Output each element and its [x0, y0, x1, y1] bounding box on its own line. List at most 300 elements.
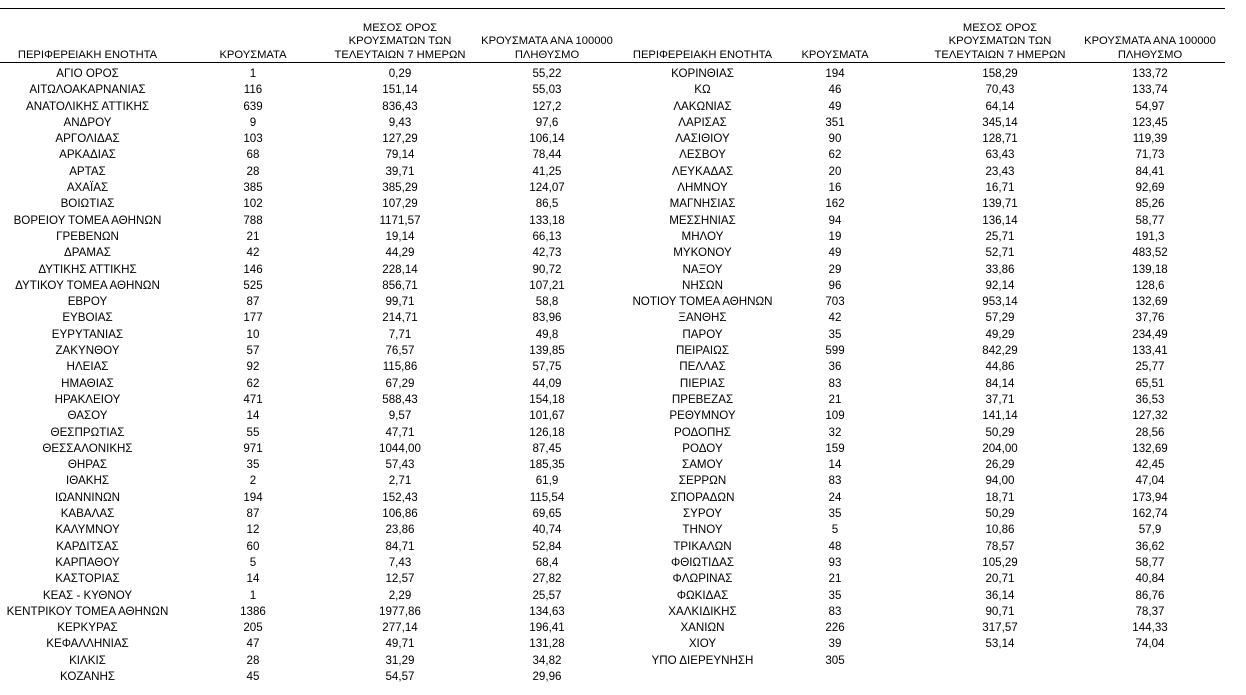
case-count: 62 — [828, 148, 842, 162]
seven-day-average: 158,29 — [982, 67, 1018, 80]
header-7day-average: ΜΕΣΟΣ ΟΡΟΣ ΚΡΟΥΣΜΑΤΩΝ ΤΩΝ ΤΕΛΕΥΤΑΙΩΝ 7 ΗΜΕΡΩΝ — [334, 22, 466, 61]
seven-day-average: 23,43 — [985, 164, 1015, 178]
region-name: ΚΕΦΑΛΛΗΝΙΑΣ — [46, 637, 129, 651]
region-name: ΑΝΑΤΟΛΙΚΗΣ ΑΤΤΙΚΗΣ — [25, 99, 149, 113]
region-name: ΠΑΡΟΥ — [682, 327, 723, 341]
table-row — [625, 425, 1236, 441]
cases-per-100k: 57,75 — [532, 360, 562, 374]
seven-day-average: 20,71 — [985, 572, 1015, 586]
cases-per-100k: 34,82 — [532, 653, 562, 667]
seven-day-average: 127,29 — [382, 132, 418, 146]
table-row — [0, 392, 620, 408]
cases-per-100k: 65,51 — [1135, 376, 1165, 390]
seven-day-average: 33,86 — [985, 262, 1015, 276]
table-row — [625, 66, 1236, 82]
region-name: ΑΡΚΑΔΙΑΣ — [59, 148, 116, 162]
case-count: 60 — [246, 539, 260, 553]
table-row — [0, 229, 620, 245]
seven-day-average: 136,14 — [982, 213, 1018, 227]
cases-per-100k: 133,18 — [529, 213, 565, 227]
region-name: ΡΟΔΟΠΗΣ — [674, 425, 731, 439]
table-row — [0, 669, 620, 685]
table-row — [625, 490, 1236, 506]
table-row — [0, 604, 620, 620]
cases-per-100k: 27,82 — [532, 572, 562, 586]
cases-per-100k: 115,54 — [529, 490, 565, 504]
region-name: ΑΡΤΑΣ — [69, 164, 106, 178]
seven-day-average: 52,71 — [985, 246, 1015, 260]
case-count: 55 — [246, 425, 260, 439]
table-row — [0, 82, 620, 98]
case-count: 62 — [246, 376, 260, 390]
header-cases-per-100k: ΚΡΟΥΣΜΑΤΑ ΑΝΑ 100000 ΠΛΗΘΥΣΜΟ — [481, 35, 613, 61]
region-name: ΖΑΚΥΝΘΟΥ — [55, 344, 120, 358]
seven-day-average: 1044,00 — [379, 441, 421, 455]
case-count: 36 — [828, 360, 842, 374]
seven-day-average: 141,14 — [982, 409, 1018, 423]
table-row — [0, 164, 620, 180]
region-name: ΤΡΙΚΑΛΩΝ — [673, 539, 732, 553]
region-name: ΙΩΑΝΝΙΝΩΝ — [55, 490, 120, 504]
cases-per-100k: 54,97 — [1135, 99, 1165, 113]
seven-day-average: 19,14 — [385, 229, 415, 243]
region-name: ΧΙΟΥ — [688, 637, 717, 651]
case-count: 94 — [828, 213, 842, 227]
region-name: ΣΠΟΡΑΔΩΝ — [670, 490, 735, 504]
case-count: 109 — [825, 409, 845, 423]
table-row — [0, 310, 620, 326]
table-row — [0, 588, 620, 604]
table-row — [625, 473, 1236, 489]
table-row — [0, 343, 620, 359]
cases-per-100k: 234,49 — [1132, 327, 1168, 341]
seven-day-average: 1977,86 — [379, 604, 421, 618]
case-count: 10 — [246, 327, 260, 341]
cases-per-100k: 25,77 — [1135, 360, 1165, 374]
case-count: 102 — [243, 197, 263, 211]
table-row — [0, 147, 620, 163]
table-row — [0, 359, 620, 375]
cases-per-100k: 37,76 — [1135, 311, 1165, 325]
seven-day-average: 44,86 — [985, 360, 1015, 374]
region-name: ΚΕΝΤΡΙΚΟΥ ΤΟΜΕΑ ΑΘΗΝΩΝ — [6, 604, 169, 618]
case-count: 525 — [243, 278, 263, 292]
cases-per-100k: 144,33 — [1132, 621, 1168, 635]
cases-per-100k: 86,76 — [1135, 588, 1165, 602]
seven-day-average: 50,29 — [985, 507, 1015, 521]
region-name: ΚΑΡΔΙΤΣΑΣ — [56, 539, 119, 553]
case-count: 159 — [825, 441, 845, 455]
case-count: 92 — [246, 360, 260, 374]
table-row — [625, 620, 1236, 636]
case-count: 21 — [828, 572, 842, 586]
cases-per-100k: 87,45 — [532, 441, 562, 455]
seven-day-average: 128,71 — [982, 132, 1018, 146]
seven-day-average: 53,14 — [985, 637, 1015, 651]
case-count: 14 — [246, 409, 260, 423]
table-row — [0, 539, 620, 555]
region-name: ΗΡΑΚΛΕΙΟΥ — [54, 392, 121, 406]
case-count: 96 — [828, 278, 842, 292]
case-count: 49 — [828, 246, 842, 260]
case-count: 35 — [828, 588, 842, 602]
cases-per-100k: 196,41 — [529, 621, 565, 635]
seven-day-average: 79,14 — [385, 148, 415, 162]
table-row — [0, 506, 620, 522]
table-body — [625, 66, 1236, 669]
region-name: ΑΡΓΟΛΙΔΑΣ — [55, 132, 120, 146]
cases-per-100k: 85,26 — [1135, 197, 1165, 211]
seven-day-average: 2,71 — [388, 474, 412, 488]
region-name: ΛΕΣΒΟΥ — [679, 148, 726, 162]
region-name: ΦΛΩΡΙΝΑΣ — [672, 572, 733, 586]
case-count: 87 — [246, 295, 260, 309]
table-row — [625, 555, 1236, 571]
case-count: 162 — [825, 197, 845, 211]
cases-per-100k: 131,28 — [529, 637, 565, 651]
case-count: 20 — [828, 164, 842, 178]
table-row — [625, 131, 1236, 147]
table-row — [625, 278, 1236, 294]
cases-per-100k: 74,04 — [1135, 637, 1165, 651]
cases-per-100k: 191,3 — [1135, 229, 1165, 243]
cases-per-100k: 71,73 — [1135, 148, 1165, 162]
seven-day-average: 7,71 — [388, 327, 412, 341]
cases-per-100k: 97,6 — [535, 115, 559, 129]
table-row — [0, 457, 620, 473]
cases-per-100k: 40,84 — [1135, 572, 1165, 586]
cases-per-100k: 66,13 — [532, 229, 562, 243]
region-name: ΒΟΡΕΙΟΥ ΤΟΜΕΑ ΑΘΗΝΩΝ — [13, 213, 162, 227]
region-name: ΘΕΣΣΑΛΟΝΙΚΗΣ — [42, 441, 133, 455]
region-name: ΔΥΤΙΚΗΣ ΑΤΤΙΚΗΣ — [38, 262, 137, 276]
case-count: 93 — [828, 555, 842, 569]
cases-per-100k: 61,9 — [535, 474, 559, 488]
case-count: 194 — [243, 490, 263, 504]
table-row — [0, 653, 620, 669]
case-count: 1 — [249, 67, 257, 80]
case-count: 788 — [243, 213, 263, 227]
cases-per-100k: 86,5 — [535, 197, 559, 211]
region-name: ΘΑΣΟΥ — [67, 409, 108, 423]
seven-day-average: 31,29 — [385, 653, 415, 667]
seven-day-average: 953,14 — [982, 295, 1018, 309]
seven-day-average: 99,71 — [385, 295, 415, 309]
case-count: 87 — [246, 507, 260, 521]
header-cases: ΚΡΟΥΣΜΑΤΑ — [801, 48, 869, 61]
region-name: ΣΕΡΡΩΝ — [678, 474, 727, 488]
region-name: ΑΝΔΡΟΥ — [63, 115, 112, 129]
seven-day-average: 63,43 — [985, 148, 1015, 162]
seven-day-average: 92,14 — [985, 278, 1015, 292]
cases-per-100k: 29,96 — [532, 669, 562, 683]
case-count: 29 — [828, 262, 842, 276]
table-row — [0, 196, 620, 212]
case-count: 703 — [825, 295, 845, 309]
seven-day-average: 57,43 — [385, 458, 415, 472]
case-count: 103 — [243, 132, 263, 146]
table-row — [0, 294, 620, 310]
region-name: ΚΩ — [694, 83, 711, 97]
cases-per-100k: 57,9 — [1138, 523, 1162, 537]
cases-per-100k: 134,63 — [529, 604, 565, 618]
seven-day-average: 64,14 — [985, 99, 1015, 113]
cases-per-100k: 133,72 — [1132, 67, 1168, 80]
cases-per-100k: 78,44 — [532, 148, 562, 162]
case-count: 471 — [243, 392, 263, 406]
cases-per-100k: 55,03 — [532, 83, 562, 97]
cases-per-100k: 42,73 — [532, 246, 562, 260]
region-name: ΝΗΣΩΝ — [682, 278, 723, 292]
seven-day-average: 10,86 — [985, 523, 1015, 537]
case-count: 21 — [828, 392, 842, 406]
region-name: ΠΙΕΡΙΑΣ — [679, 376, 726, 390]
seven-day-average: 26,29 — [985, 458, 1015, 472]
region-name: ΜΕΣΣΗΝΙΑΣ — [669, 213, 736, 227]
seven-day-average: 9,57 — [388, 409, 412, 423]
header-cases-per-100k: ΚΡΟΥΣΜΑΤΑ ΑΝΑ 100000 ΠΛΗΘΥΣΜΟ — [1084, 35, 1216, 61]
table-row — [625, 408, 1236, 424]
seven-day-average: 23,86 — [385, 523, 415, 537]
cases-per-100k: 68,4 — [535, 555, 559, 569]
table-row — [0, 262, 620, 278]
region-name: ΚΑΒΑΛΑΣ — [60, 507, 115, 521]
cases-per-100k: 52,84 — [532, 539, 562, 553]
region-name: ΚΑΣΤΟΡΙΑΣ — [55, 572, 120, 586]
seven-day-average: 25,71 — [985, 229, 1015, 243]
table-row — [0, 131, 620, 147]
case-count: 48 — [828, 539, 842, 553]
seven-day-average: 2,29 — [388, 588, 412, 602]
case-count: 1 — [249, 588, 257, 602]
table-row — [625, 213, 1236, 229]
table-row — [625, 359, 1236, 375]
region-name: ΠΡΕΒΕΖΑΣ — [671, 392, 734, 406]
table-row — [0, 245, 620, 261]
cases-per-100k: 47,04 — [1135, 474, 1165, 488]
region-name: ΕΥΒΟΙΑΣ — [62, 311, 113, 325]
cases-per-100k: 44,09 — [532, 376, 562, 390]
table-row — [0, 620, 620, 636]
region-name: ΞΑΝΘΗΣ — [678, 311, 727, 325]
seven-day-average: 12,57 — [385, 572, 415, 586]
region-name: ΚΕΡΚΥΡΑΣ — [57, 621, 118, 635]
cases-per-100k: 36,62 — [1135, 539, 1165, 553]
case-count: 19 — [828, 229, 842, 243]
seven-day-average: 57,29 — [985, 311, 1015, 325]
region-name: ΘΗΡΑΣ — [67, 458, 108, 472]
region-name: ΑΙΤΩΛΟΑΚΑΡΝΑΝΙΑΣ — [29, 83, 146, 97]
cases-per-100k: 58,77 — [1135, 555, 1165, 569]
cases-per-100k: 40,74 — [532, 523, 562, 537]
seven-day-average: 204,00 — [982, 441, 1018, 455]
table-row — [625, 99, 1236, 115]
cases-per-100k: 101,67 — [529, 409, 565, 423]
seven-day-average: 39,71 — [385, 164, 415, 178]
case-count: 83 — [828, 474, 842, 488]
region-name: ΕΥΡΥΤΑΝΙΑΣ — [51, 327, 124, 341]
region-name: ΦΩΚΙΔΑΣ — [676, 588, 729, 602]
seven-day-average: 836,43 — [382, 99, 418, 113]
case-count: 2 — [249, 474, 257, 488]
case-count: 46 — [828, 83, 842, 97]
table-row — [625, 539, 1236, 555]
case-count: 28 — [246, 653, 260, 667]
region-name: ΡΕΘΥΜΝΟΥ — [669, 409, 736, 423]
region-name: ΚΑΡΠΑΘΟΥ — [55, 555, 120, 569]
case-count: 83 — [828, 604, 842, 618]
cases-per-100k: 78,37 — [1135, 604, 1165, 618]
table-row — [625, 636, 1236, 652]
case-count: 5 — [831, 523, 839, 537]
header-cases: ΚΡΟΥΣΜΑΤΑ — [219, 48, 287, 61]
cases-per-100k: 36,53 — [1135, 392, 1165, 406]
seven-day-average: 105,29 — [982, 555, 1018, 569]
table-row — [625, 506, 1236, 522]
region-name: ΚΟΡΙΝΘΙΑΣ — [671, 67, 734, 80]
seven-day-average: 345,14 — [982, 115, 1018, 129]
seven-day-average: 90,71 — [985, 604, 1015, 618]
table-row — [625, 262, 1236, 278]
case-count: 385 — [243, 181, 263, 195]
cases-per-100k: 119,39 — [1132, 132, 1168, 146]
case-count: 14 — [828, 458, 842, 472]
table-row — [0, 278, 620, 294]
table-row — [0, 327, 620, 343]
table-row — [0, 555, 620, 571]
case-count: 12 — [246, 523, 260, 537]
cases-per-100k: 133,74 — [1132, 83, 1168, 97]
seven-day-average: 18,71 — [985, 490, 1015, 504]
region-name: ΜΑΓΝΗΣΙΑΣ — [669, 197, 736, 211]
region-name: ΠΕΛΛΑΣ — [679, 360, 726, 374]
seven-day-average: 152,43 — [382, 490, 418, 504]
region-name: ΦΘΙΩΤΙΔΑΣ — [670, 555, 735, 569]
header-region: ΠΕΡΙΦΕΡΕΙΑΚΗ ΕΝΟΤΗΤΑ — [17, 48, 158, 61]
table-row — [625, 245, 1236, 261]
cases-per-100k: 123,45 — [1132, 115, 1168, 129]
case-count: 226 — [825, 621, 845, 635]
table-row — [625, 392, 1236, 408]
cases-per-100k: 42,45 — [1135, 458, 1165, 472]
seven-day-average: 47,71 — [385, 425, 415, 439]
table-row — [625, 571, 1236, 587]
table-row — [625, 147, 1236, 163]
table-body — [0, 66, 620, 685]
cases-per-100k: 173,94 — [1132, 490, 1168, 504]
case-count: 305 — [825, 653, 845, 667]
seven-day-average: 37,71 — [985, 392, 1015, 406]
region-name: ΧΑΝΙΩΝ — [680, 621, 725, 635]
seven-day-average: 78,57 — [985, 539, 1015, 553]
table-row — [625, 294, 1236, 310]
region-name: ΡΟΔΟΥ — [682, 441, 723, 455]
seven-day-average: 50,29 — [985, 425, 1015, 439]
table-row — [0, 408, 620, 424]
region-name: ΚΑΛΥΜΝΟΥ — [55, 523, 120, 537]
cases-per-100k: 28,56 — [1135, 425, 1165, 439]
seven-day-average: 44,29 — [385, 246, 415, 260]
seven-day-average: 588,43 — [382, 392, 418, 406]
region-name: ΔΡΑΜΑΣ — [64, 246, 111, 260]
table-row — [625, 522, 1236, 538]
region-name: ΧΑΛΚΙΔΙΚΗΣ — [668, 604, 737, 618]
table-row — [625, 457, 1236, 473]
region-name: ΠΕΙΡΑΙΩΣ — [676, 344, 729, 358]
cases-per-100k: 128,6 — [1135, 278, 1165, 292]
region-name: ΛΑΚΩΝΙΑΣ — [673, 99, 732, 113]
seven-day-average: 49,29 — [985, 327, 1015, 341]
case-count: 21 — [246, 229, 260, 243]
region-name: ΛΕΥΚΑΔΑΣ — [671, 164, 734, 178]
case-count: 9 — [249, 115, 257, 129]
case-count: 971 — [243, 441, 263, 455]
table-row — [625, 115, 1236, 131]
cases-per-100k: 41,25 — [532, 164, 562, 178]
table-row — [625, 229, 1236, 245]
case-count: 68 — [246, 148, 260, 162]
cases-per-100k: 139,85 — [529, 344, 565, 358]
case-count: 35 — [246, 458, 260, 472]
table-row — [625, 196, 1236, 212]
cases-per-100k: 49,8 — [535, 327, 559, 341]
region-name: ΑΓΙΟ ΟΡΟΣ — [56, 67, 119, 80]
cases-per-100k: 139,18 — [1132, 262, 1168, 276]
seven-day-average: 856,71 — [382, 278, 418, 292]
case-count: 83 — [828, 376, 842, 390]
cases-per-100k: 84,41 — [1135, 164, 1165, 178]
case-count: 14 — [246, 572, 260, 586]
region-name: ΝΑΞΟΥ — [682, 262, 723, 276]
region-name: ΣΥΡΟΥ — [682, 507, 722, 521]
table-row — [625, 588, 1236, 604]
table-row — [625, 343, 1236, 359]
cases-per-100k: 126,18 — [529, 425, 565, 439]
seven-day-average: 84,14 — [985, 376, 1015, 390]
seven-day-average: 94,00 — [985, 474, 1015, 488]
region-name: ΛΗΜΝΟΥ — [677, 181, 728, 195]
seven-day-average: 76,57 — [385, 344, 415, 358]
table-row — [0, 180, 620, 196]
cases-per-100k: 58,8 — [535, 295, 559, 309]
cases-per-100k: 90,72 — [532, 262, 562, 276]
case-count: 116 — [243, 83, 263, 97]
seven-day-average: 9,43 — [388, 115, 412, 129]
case-count: 42 — [828, 311, 842, 325]
cases-per-100k: 132,69 — [1132, 441, 1168, 455]
seven-day-average: 49,71 — [385, 637, 415, 651]
header-region: ΠΕΡΙΦΕΡΕΙΑΚΗ ΕΝΟΤΗΤΑ — [632, 48, 773, 61]
cases-per-100k: 69,65 — [532, 507, 562, 521]
table-row — [0, 490, 620, 506]
case-count: 194 — [825, 67, 845, 80]
case-count: 49 — [828, 99, 842, 113]
table-row — [625, 82, 1236, 98]
region-name: ΜΗΛΟΥ — [681, 229, 724, 243]
region-name: ΒΟΙΩΤΙΑΣ — [60, 197, 115, 211]
table-row — [625, 653, 1236, 669]
case-count: 35 — [828, 327, 842, 341]
case-count: 599 — [825, 344, 845, 358]
table-row — [0, 441, 620, 457]
case-count: 32 — [828, 425, 842, 439]
seven-day-average: 7,43 — [388, 555, 412, 569]
table-row — [0, 66, 620, 82]
case-count: 24 — [828, 490, 842, 504]
seven-day-average: 385,29 — [382, 181, 418, 195]
region-name: ΚΟΖΑΝΗΣ — [59, 669, 116, 683]
cases-per-100k: 185,35 — [529, 458, 565, 472]
